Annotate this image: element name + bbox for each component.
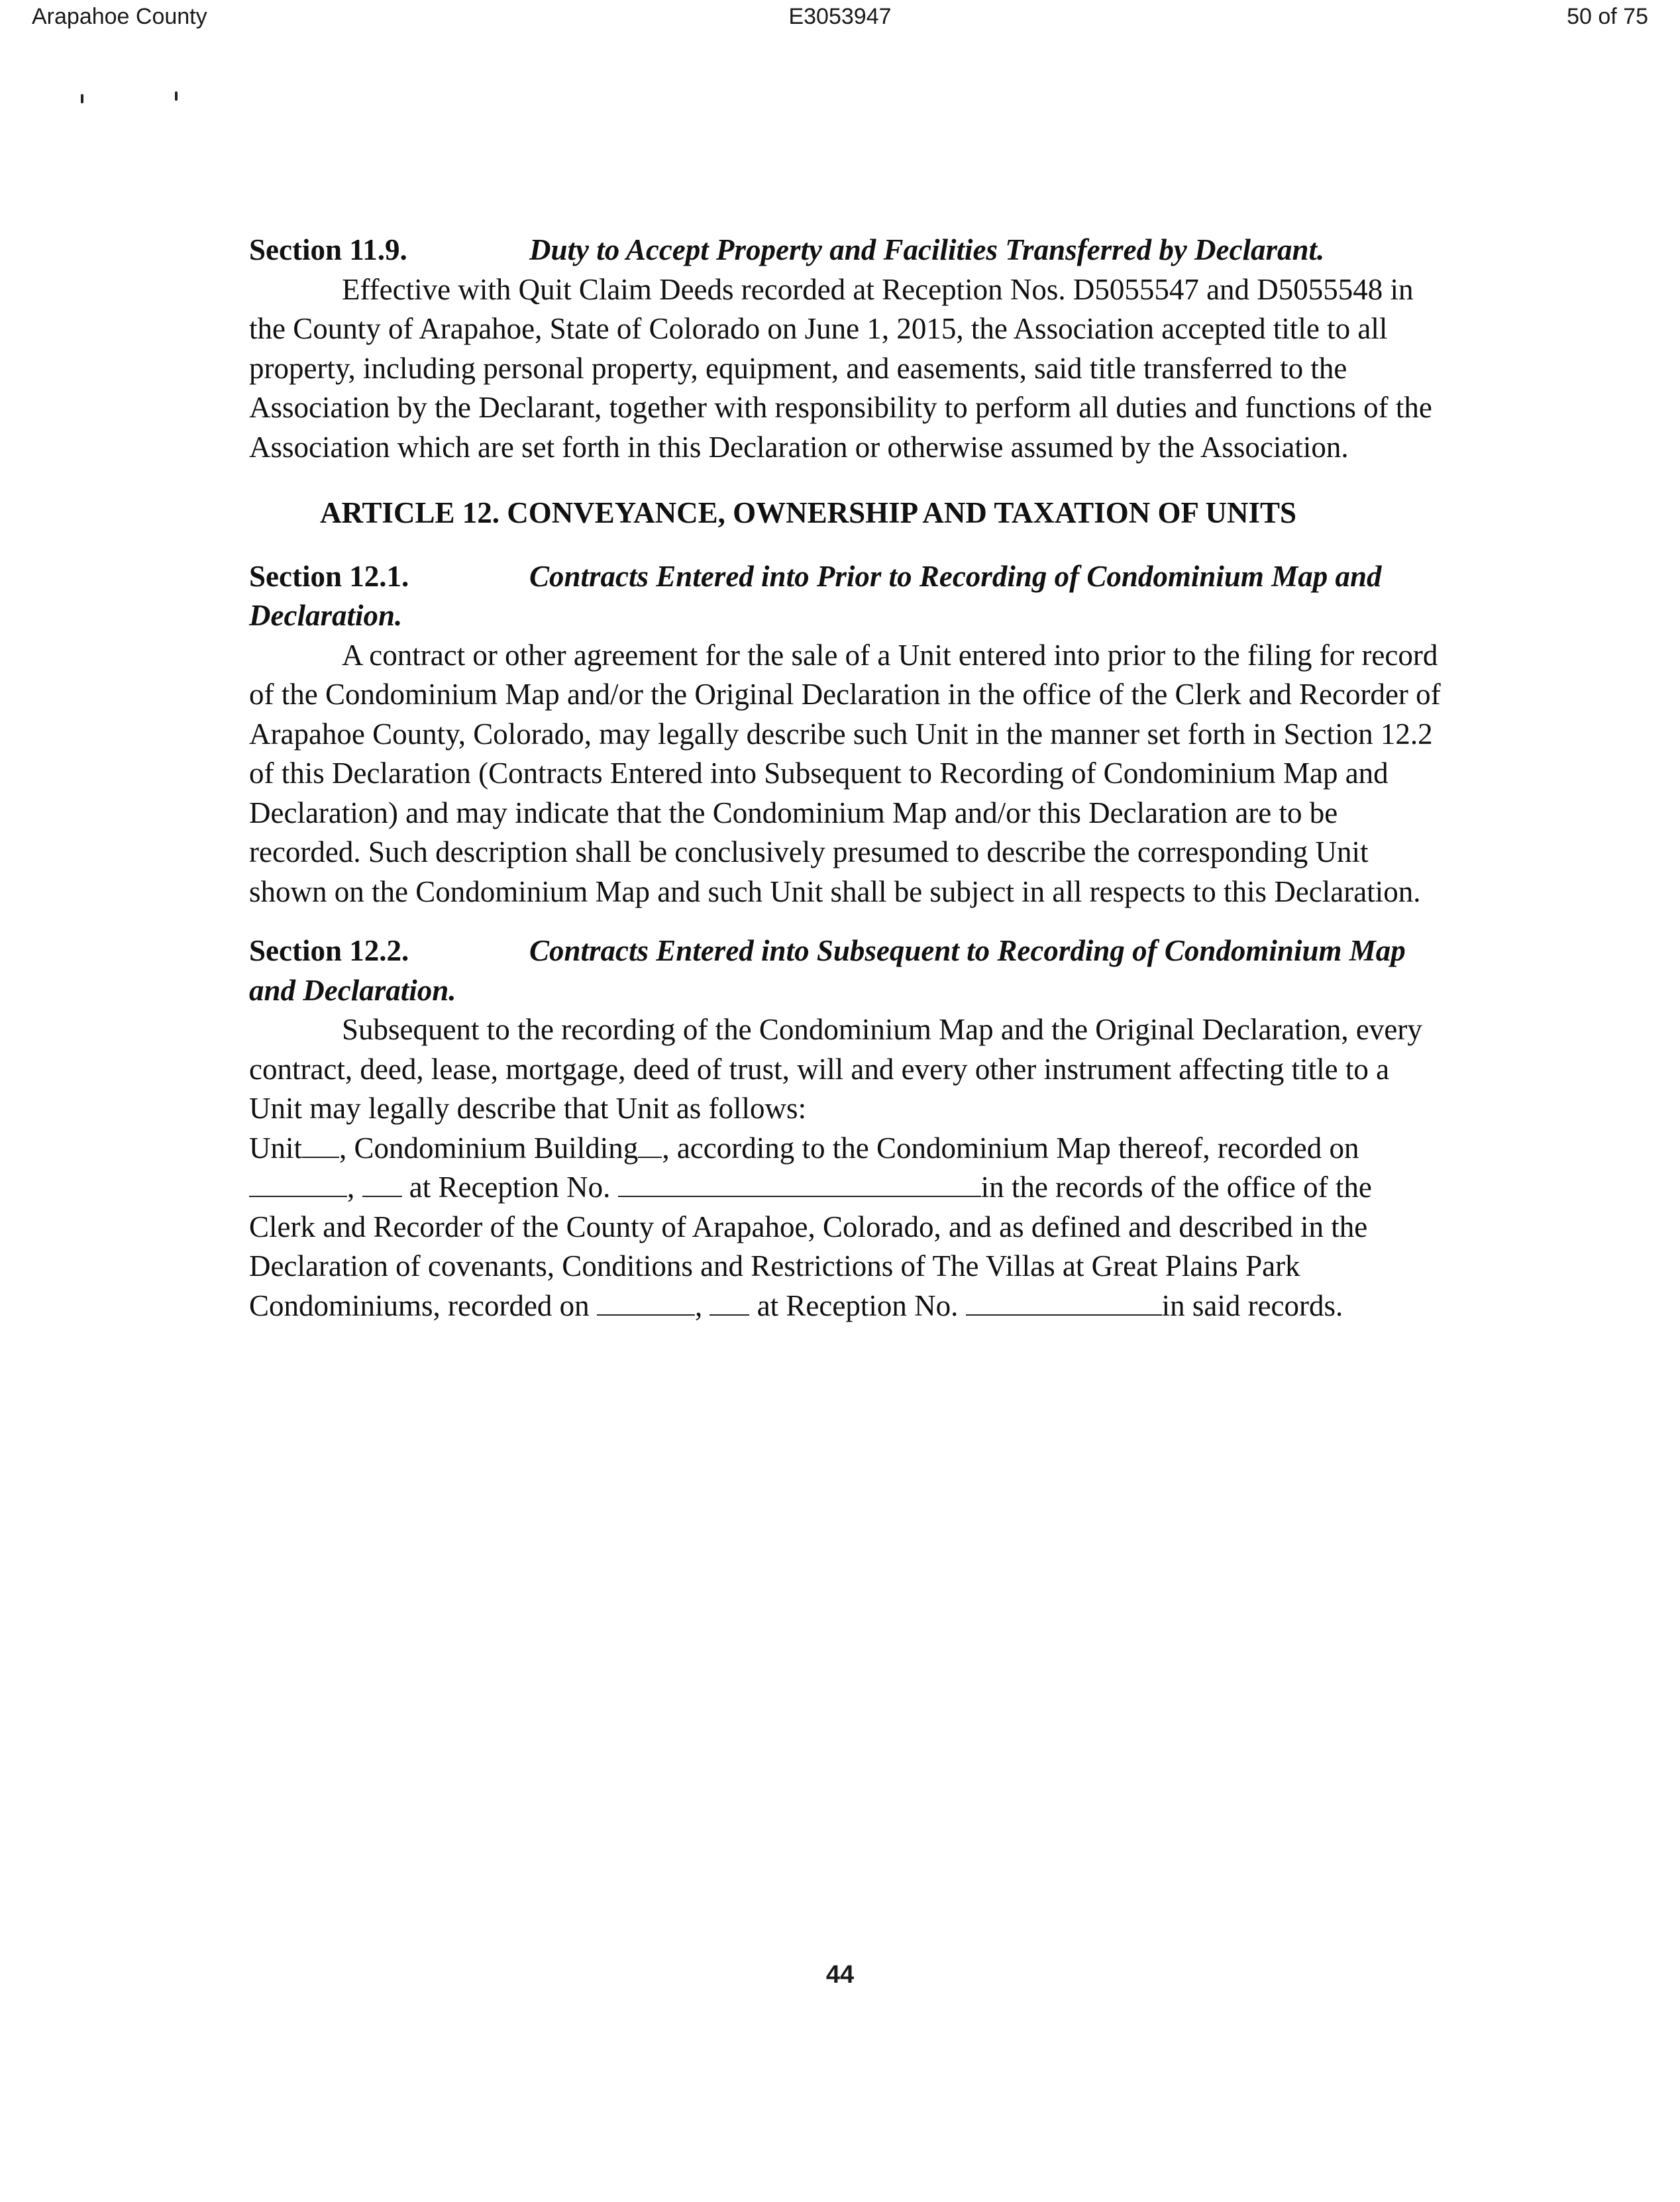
legal-text: , according to the Condominium Map thereof, recorded on [662,1131,1359,1165]
header-reception-number: E3053947 [788,4,892,29]
legal-text: at Reception No. [749,1288,966,1322]
section-title: Duty to Accept Property and Facilities Transferred by Declarant. [529,233,1325,266]
blank-declaration-year [709,1289,749,1316]
legal-description-template [249,1129,1442,1326]
blank-declaration-date [597,1289,695,1316]
legal-text: in said records. [1161,1288,1343,1322]
section-title: Contracts Entered into Prior to Recording of Condominium Map and Declaration. [249,559,1382,632]
article-heading: ARTICLE 12. CONVEYANCE, OWNERSHIP AND TAXATION OF UNITS [320,496,1297,529]
section-body: Effective with Quit Claim Deeds recorded at Reception Nos. D5055547 and D5055548 in the County of Arapahoe, State of Colorado on June 1, 2015, the Association accepted title to all property, including personal property, equipment, and easements, said title transferred to the Association by the Declarant, together with responsibility to perform all duties and functions of the Association which are set forth in this Declaration or otherwise assumed by the Association. [249,272,1432,464]
section-number: Section 12.1. [249,559,409,593]
section-body: A contract or other agreement for the sale of a Unit entered into prior to the filing for record of the Condominium Map and/or the Original Declaration in the office of the Clerk and Recorder of Arapahoe County, Colorado, may legally describe such Unit in the manner set forth in Section 12.2 of this Declaration (Contracts Entered into Subsequent to Recording of Condominium Map and Declaration) and may indicate that the Condominium Map and/or this Declaration are to be recorded. Such description shall be conclusively presumed to describe the corresponding Unit shown on the Condominium Map and such Unit shall be subject in all respects to this Declaration. [249,638,1441,908]
blank-declaration-reception-no [966,1289,1162,1316]
blank-building [638,1131,662,1158]
section-heading [249,231,1442,270]
section-number: Section 11.9. [249,233,407,266]
section-heading [249,557,1442,636]
section-title: Contracts Entered into Subsequent to Recording of Condominium Map and Declaration. [249,934,1406,1007]
header-county: Arapahoe County [32,4,207,29]
section-number: Section 12.2. [249,934,409,967]
blank-unit [302,1131,339,1158]
legal-text: , Condominium Building [339,1131,639,1165]
page-number: 44 [825,1961,855,1989]
blank-map-reception-no [618,1171,981,1197]
blank-map-year [362,1171,402,1197]
section-body: Subsequent to the recording of the Condominium Map and the Original Declaration, every contract, deed, lease, mortgage, deed of trust, will and every other instrument affecting title to a Unit may legally describe that Unit as follows: [249,1013,1422,1125]
legal-text: at Reception No. [401,1171,618,1204]
scan-artifact-mark [175,91,178,101]
legal-text: , [694,1288,703,1322]
legal-text: Unit [249,1131,303,1165]
legal-text: in the records of the office of the Clerk and Recorder of the County of Arapahoe, Colorado, and as defined and described in the Declaration of covenants, Conditions and Restrictions of The Villas at Great Plains Park Condominiums, recorded on [249,1171,1372,1322]
document-body [249,231,1442,1326]
header-page-position: 50 of 75 [1567,4,1648,29]
scan-artifact-mark [81,94,83,103]
blank-map-date [249,1171,347,1197]
legal-text: , [347,1171,355,1204]
section-heading [249,931,1442,1010]
